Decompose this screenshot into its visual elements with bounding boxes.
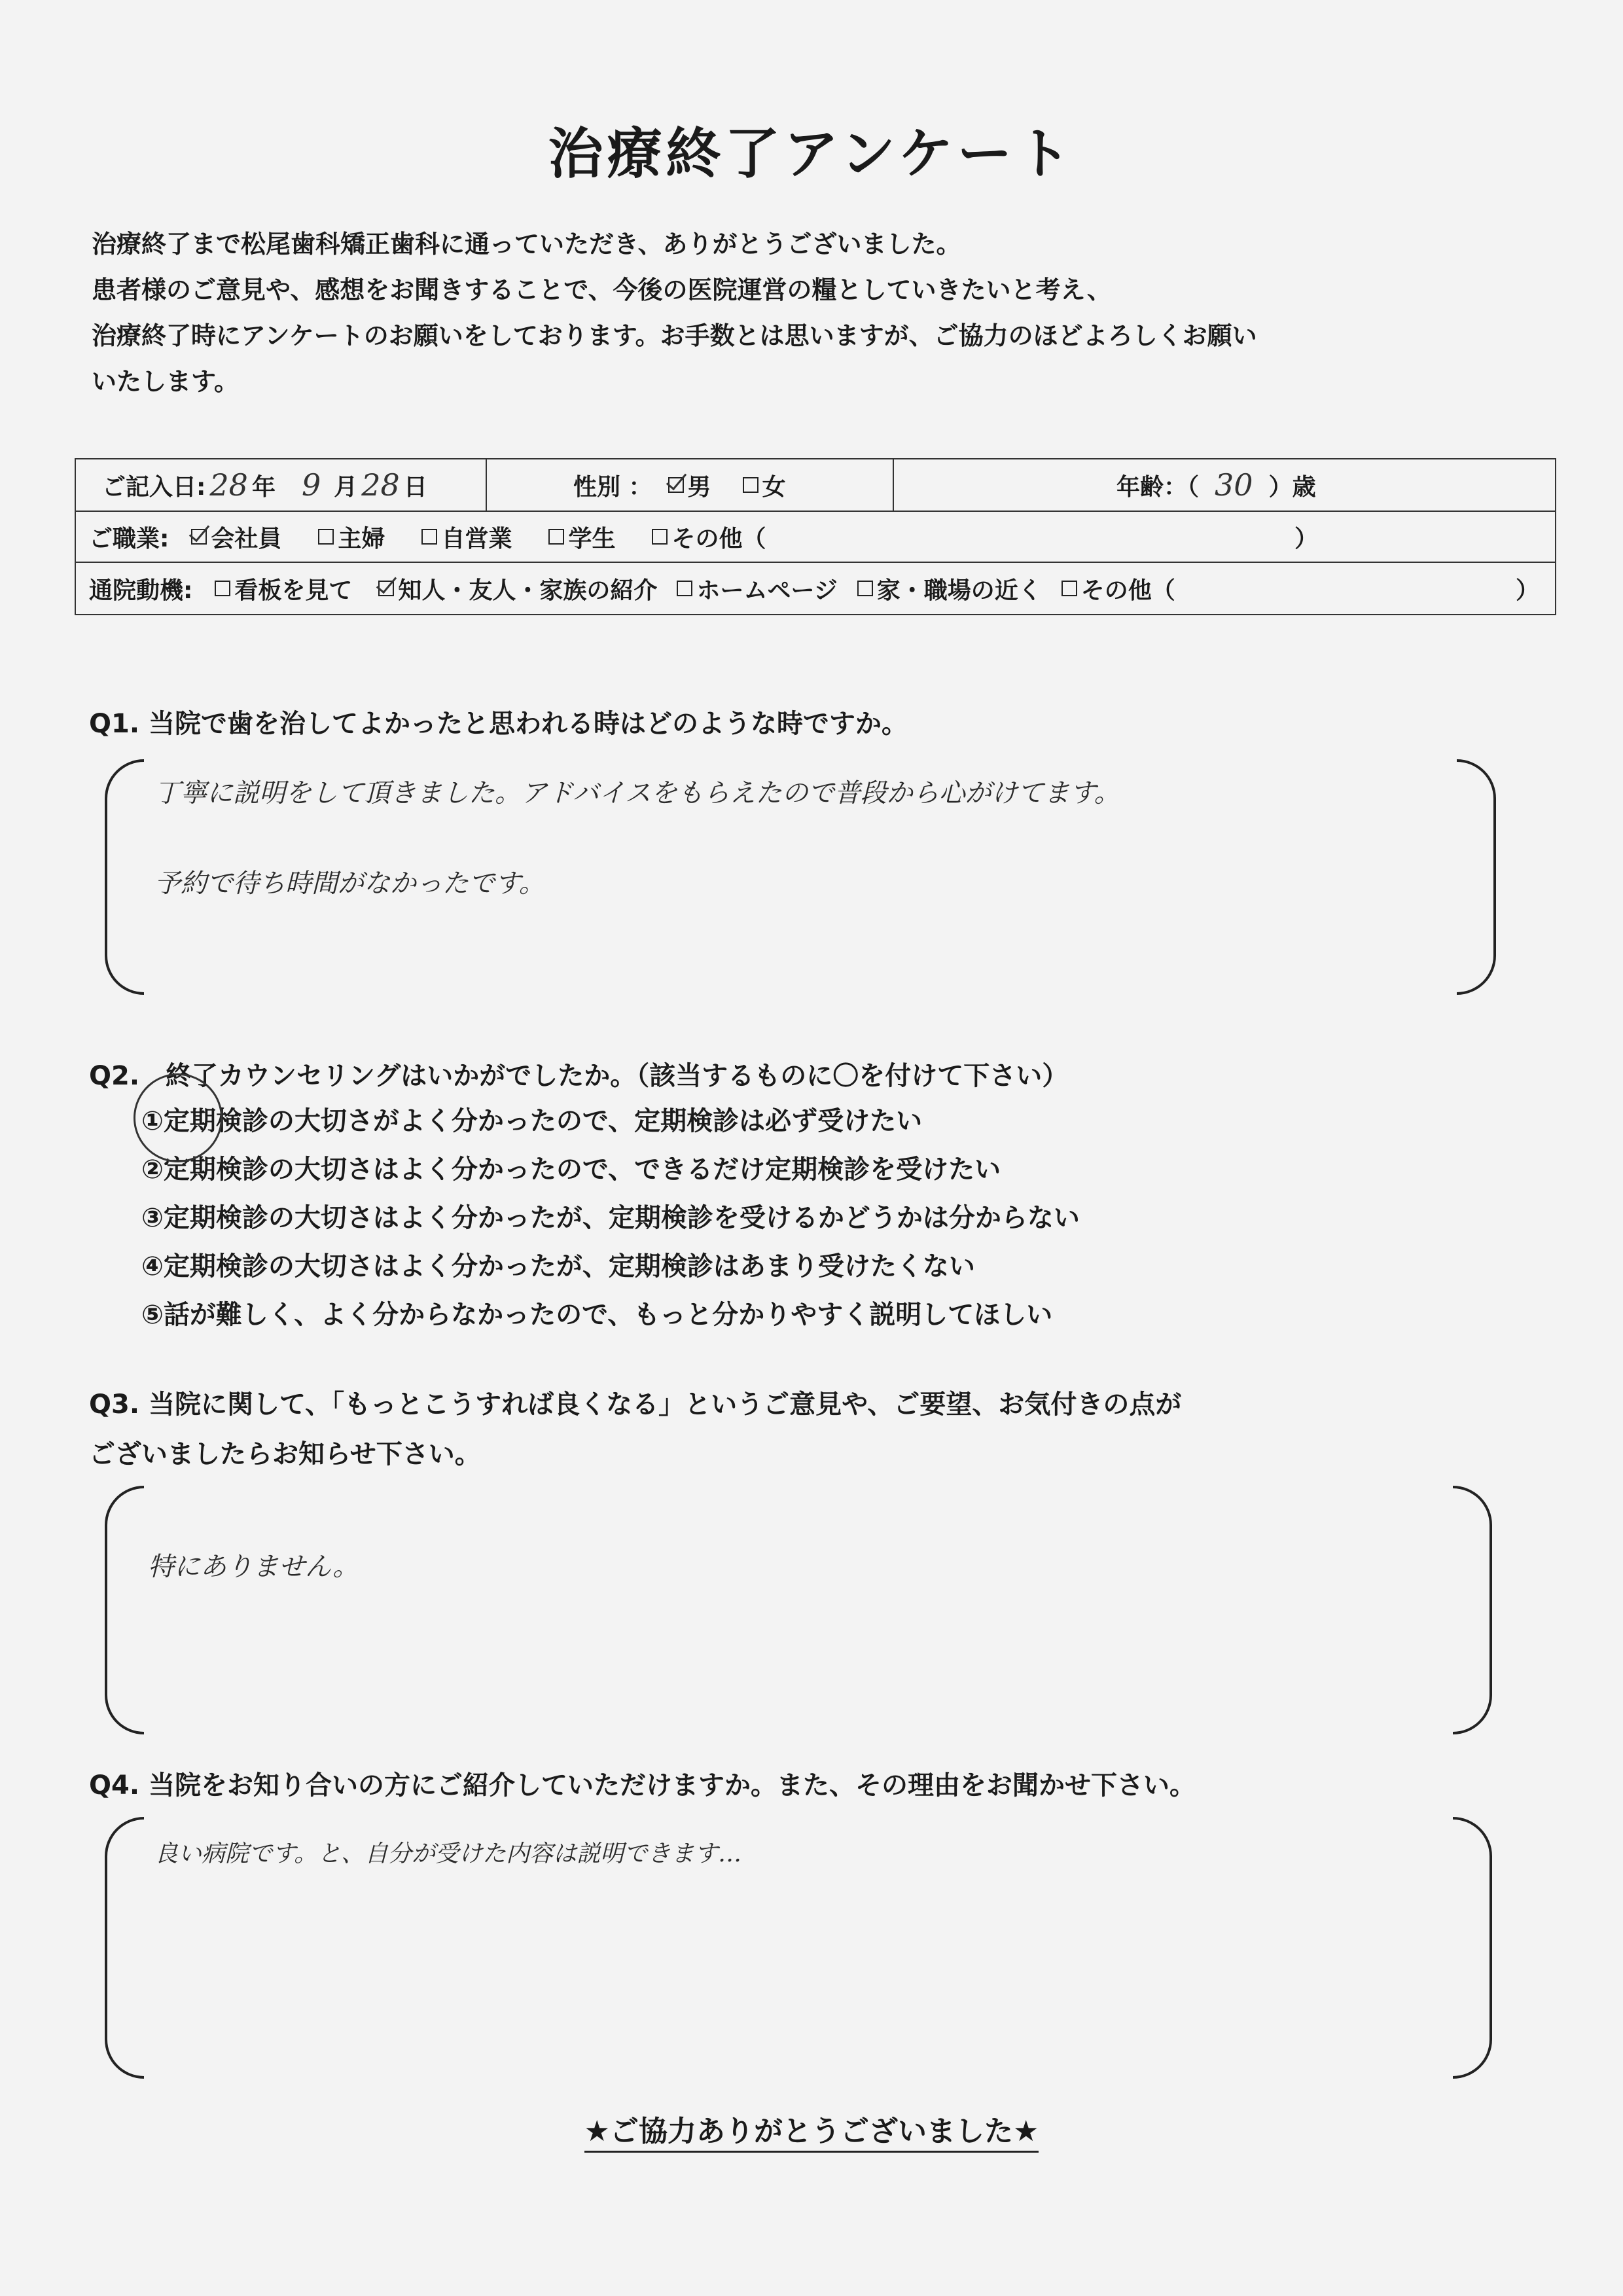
q3-question-line: ございましたらお知らせ下さい。 [89,1439,481,1469]
answer-bracket-left [105,1817,144,2079]
info-row-job [76,512,1555,563]
date-label: ご記入日: [102,473,206,501]
job-option-label: 自営業 [441,525,512,552]
checkbox-icon[interactable] [857,581,873,596]
answer-bracket-right [1457,759,1496,995]
answer-bracket-right [1453,1486,1492,1734]
date-month-value: 9 [301,467,321,503]
answer-bracket-left [105,759,144,995]
checkbox-icon[interactable] [548,529,564,545]
q2-choice-3[interactable]: ③定期検診の大切さはよく分かったが、定期検診を受けるかどうかは分からない [141,1203,1080,1233]
footer-text: ★ご協力ありがとうございました★ [584,2115,1039,2153]
age-unit: ）歳 [1268,473,1316,501]
reason-field [89,563,1175,614]
gender-option-label: 女 [762,473,786,501]
answer-bracket-right [1453,1817,1492,2079]
job-option-label: 会社員 [211,525,282,552]
reason-option-label: その他（ [1080,577,1175,604]
gender-option-label: 男 [687,473,711,501]
date-day-value: 28 [361,467,400,503]
intro-line: 患者様のご意見や、感想をお聞きすることで、今後の医院運営の糧としていきたいと考え、 [92,276,1112,304]
reason-other-close: ） [1516,577,1540,604]
reason-option-homepage[interactable] [677,572,837,605]
checkbox-icon[interactable] [215,581,230,596]
q4-question: Q4. 当院をお知り合いの方にご紹介していただけますか。また、その理由をお聞かせ下さい。 [89,1770,1196,1801]
reason-option-nearby[interactable] [857,572,1042,605]
q3-question-line: Q3. 当院に関して、「もっとこうすれば良くなる」というご意見や、ご要望、お気付きの点が [89,1390,1182,1420]
job-option-other[interactable] [652,520,766,554]
checkbox-icon[interactable] [677,581,692,596]
divider [486,459,487,511]
job-option-company-employee[interactable] [191,520,281,554]
date-year-value: 28 [209,467,248,503]
q1-answer-line[interactable]: 予約で待ち時間がなかったです。 [154,869,545,899]
gender-label: 性別 ： [573,473,652,501]
gender-field [573,459,823,511]
job-option-self-employed[interactable] [421,520,512,554]
q1-answer-line[interactable]: 丁寧に説明をして頂きました。アドバイスをもらえたので普段から心がけてます。 [154,778,1120,808]
q4-answer[interactable]: 良い病院です。と、自分が受けた内容は説明できます… [154,1840,742,1867]
checkbox-icon[interactable] [421,529,437,545]
q3-answer[interactable]: 特にありません。 [148,1552,359,1582]
q2-choice-2[interactable]: ②定期検診の大切さはよく分かったので、できるだけ定期検診を受けたい [141,1155,1001,1185]
age-label: 年齢：（ [1116,473,1200,501]
intro-line: いたします。 [92,367,239,396]
day-unit: 日 [403,473,427,501]
reason-option-other[interactable] [1061,572,1175,605]
reason-option-label: 知人・友人・家族の紹介 [398,577,658,604]
job-other-close: ） [1294,525,1319,552]
job-option-student[interactable] [548,520,615,554]
job-option-label: その他（ [671,525,766,552]
job-field [89,512,766,562]
q2-choices [141,1097,1080,1339]
year-unit: 年 [251,473,276,501]
info-row-reason [76,563,1555,614]
answer-bracket-left [105,1486,144,1734]
footer-thanks [0,2108,1623,2149]
divider [893,459,894,511]
checkbox-checked-icon[interactable] [668,477,684,493]
checkbox-icon[interactable] [1061,581,1077,596]
q2-question: Q2. 終了カウンセリングはいかがでしたか。（該当するものに〇を付けて下さい） [89,1061,1069,1091]
job-option-housewife[interactable] [318,520,385,554]
date-field[interactable] [102,459,427,511]
age-value: 30 [1215,467,1253,503]
checkbox-icon[interactable] [652,529,668,545]
q2-choice-5[interactable]: ⑤話が難しく、よく分からなかったので、もっと分かりやすく説明してほしい [141,1300,1053,1330]
intro-text [92,221,1571,404]
reason-option-signboard[interactable] [215,572,352,605]
checkbox-checked-icon[interactable] [191,529,207,545]
gender-option-male[interactable] [668,469,711,502]
reason-option-referral[interactable] [378,572,657,605]
job-option-label: 学生 [568,525,616,552]
job-label: ご職業: [89,525,169,552]
month-unit: 月 [334,473,358,501]
gender-option-female[interactable] [743,469,786,502]
job-option-label: 主婦 [338,525,385,552]
q2-choice-1[interactable]: ①定期検診の大切さがよく分かったので、定期検診は必ず受けたい [141,1106,923,1136]
reason-option-label: ホームページ [696,577,838,604]
info-table [75,458,1556,615]
intro-line: 治療終了時にアンケートのお願いをしております。お手数とは思いますが、ご協力のほどよろしくお願い [92,321,1257,350]
reason-option-label: 家・職場の近く [876,577,1042,604]
checkbox-checked-icon[interactable] [378,581,394,596]
intro-line: 治療終了まで松尾歯科矯正歯科に通っていただき、ありがとうございました。 [92,230,961,259]
checkbox-icon[interactable] [743,477,758,493]
reason-label: 通院動機: [89,577,193,604]
info-row-date-gender-age [76,459,1555,512]
reason-option-label: 看板を見て [234,577,353,604]
q1-question: Q1. 当院で歯を治してよかったと思われる時はどのような時ですか。 [89,709,908,739]
page-title: 治療終了アンケート [548,122,1075,186]
age-field[interactable] [1116,459,1316,511]
q2-choice-4[interactable]: ④定期検診の大切さはよく分かったが、定期検診はあまり受けたくない [141,1251,975,1282]
q3-question [89,1380,1181,1479]
checkbox-icon[interactable] [318,529,334,545]
